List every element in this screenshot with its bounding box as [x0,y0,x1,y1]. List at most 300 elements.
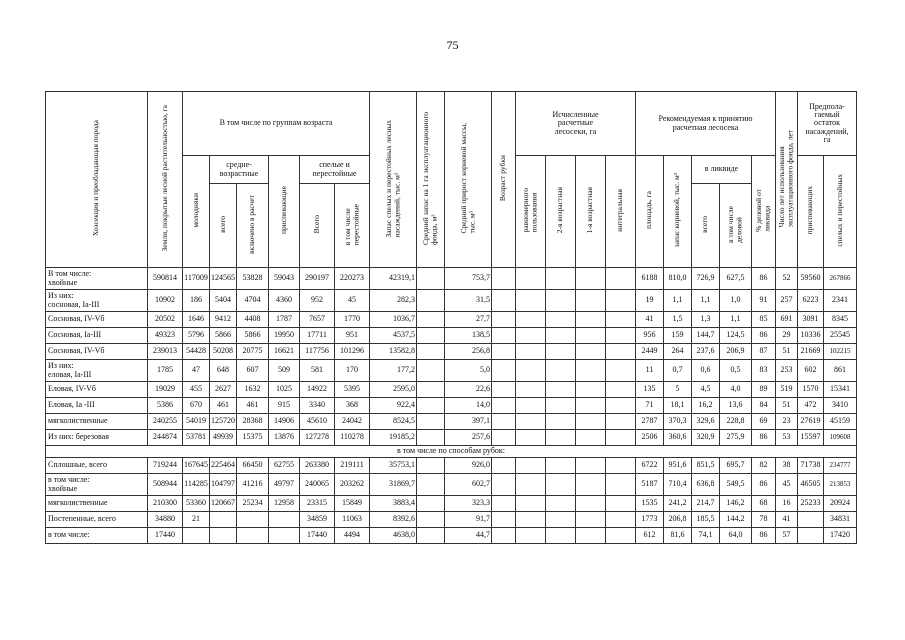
table-cell: 41 [776,512,798,528]
table-cell: 323,3 [445,496,492,512]
table-cell: 1,3 [692,312,720,328]
table-cell: 144,2 [720,512,752,528]
table-cell: 34831 [824,512,857,528]
table-cell [546,474,576,496]
table-cell: 45610 [300,414,335,430]
hdr-rec-liq-bus: в том числе деловой [720,184,752,268]
table-cell [606,290,636,312]
table-cell [576,328,606,344]
table-cell: 53781 [183,430,210,446]
table-cell: 15597 [798,430,824,446]
row-label: В том числе: хвойные [46,268,148,290]
table-cell: 3883,4 [370,496,417,512]
table-cell: 15375 [237,430,269,446]
table-cell: 8345 [824,312,857,328]
table-cell: 5,0 [445,360,492,382]
table-cell: 71 [636,398,664,414]
row-label: Сплошные, всего [46,458,148,474]
table-cell [606,414,636,430]
table-cell: 1770 [335,312,370,328]
table-cell: 6223 [798,290,824,312]
table-cell [492,360,516,382]
table-cell: 45 [776,474,798,496]
table-cell: 159 [664,328,692,344]
table-cell: 4,0 [720,382,752,398]
table-cell: 12958 [269,496,300,512]
table-cell: 144,7 [692,328,720,344]
table-cell: 695,7 [720,458,752,474]
table-cell [516,414,546,430]
table-cell: 102215 [824,344,857,360]
table-cell: 59043 [269,268,300,290]
table-cell: 86 [752,474,776,496]
table-cell [606,328,636,344]
table-cell [546,496,576,512]
table-row [46,414,857,430]
row-label: Сосновая, IV-Vб [46,312,148,328]
table-cell: 86 [752,268,776,290]
table-cell: 138,5 [445,328,492,344]
table-cell: 267866 [824,268,857,290]
table-cell: 59560 [798,268,824,290]
table-cell: 1570 [798,382,824,398]
table-cell: 220273 [335,268,370,290]
table-cell: 1,0 [720,290,752,312]
table-cell: 240255 [148,414,183,430]
table-cell [546,430,576,446]
hdr-remain-mat: приспевающих [798,156,824,268]
table-row [46,344,857,360]
table-cell: 257,6 [445,430,492,446]
table-cell: 19 [636,290,664,312]
table-cell [798,512,824,528]
hdr-remain-over: спелых и перестойных [824,156,857,268]
table-cell [546,512,576,528]
table-cell: 472 [798,398,824,414]
table-cell [606,344,636,360]
hdr-young: молодняки [183,156,210,268]
table-cell: 124,5 [720,328,752,344]
table-cell: 206,8 [664,512,692,528]
table-cell [546,312,576,328]
table-cell [417,268,445,290]
table-row [46,268,857,290]
table-body-cutting [46,458,857,544]
table-cell: 5866 [237,328,269,344]
row-label: в том числе: хвойные [46,474,148,496]
table-cell: 135 [636,382,664,398]
table-cell: 2787 [636,414,664,430]
table-cell: 206,9 [720,344,752,360]
table-cell [516,290,546,312]
table-cell [417,398,445,414]
table-cell: 636,8 [692,474,720,496]
table-cell: 21 [183,512,210,528]
table-cell [417,328,445,344]
table-cell [516,382,546,398]
table-cell: 46505 [798,474,824,496]
table-cell: 0,5 [720,360,752,382]
table-cell: 19029 [148,382,183,398]
table-cell: 24042 [335,414,370,430]
table-cell [417,496,445,512]
hdr-calc-int: интегральная [606,156,636,268]
hdr-land: Земли, покрытые лесной растительностью, га [148,92,183,268]
table-cell [798,528,824,544]
table-cell: 20775 [237,344,269,360]
table-cell: 23 [776,414,798,430]
table-cell: 68 [752,496,776,512]
table-cell: 34859 [300,512,335,528]
table-cell: 213853 [824,474,857,496]
table-cell: 244874 [148,430,183,446]
table-cell: 4494 [335,528,370,544]
table-cell [269,528,300,544]
table-cell: 282,3 [370,290,417,312]
table-cell: 461 [210,398,237,414]
table-cell: 21669 [798,344,824,360]
table-cell: 20502 [148,312,183,328]
table-cell: 5187 [636,474,664,496]
table-cell: 9412 [210,312,237,328]
table-cell: 810,0 [664,268,692,290]
table-cell [516,512,546,528]
table-cell: 264 [664,344,692,360]
table-row [46,528,857,544]
table-cell: 11 [636,360,664,382]
table-cell: 31,5 [445,290,492,312]
hdr-farm: Хозсекция и преобладающая порода [46,92,148,268]
table-cell: 519 [776,382,798,398]
table-cell [546,328,576,344]
table-cell: 167645 [183,458,210,474]
row-label: Сосновая, Ia-III [46,328,148,344]
table-cell: 455 [183,382,210,398]
table-cell: 54019 [183,414,210,430]
table-cell [417,360,445,382]
table-cell: 509 [269,360,300,382]
table-cell [576,382,606,398]
table-cell [576,398,606,414]
table-row [46,430,857,446]
row-label: мягколиственные [46,496,148,512]
row-label: Еловая, IV-Vб [46,382,148,398]
hdr-rec-area: площадь, га [636,156,664,268]
table-cell: 2595,0 [370,382,417,398]
table-row [46,398,857,414]
table-cell: 1,1 [720,312,752,328]
hdr-rec-liq-total: всего [692,184,720,268]
table-cell: 101296 [335,344,370,360]
table-cell: 45 [335,290,370,312]
table-cell [492,474,516,496]
table-cell [576,268,606,290]
table-cell: 926,0 [445,458,492,474]
table-cell: 22,6 [445,382,492,398]
table-cell: 17711 [300,328,335,344]
hdr-avg-growth: Средний прирост корневой массы, тыс. м³ [445,92,492,268]
table-cell: 257 [776,290,798,312]
table-cell: 5386 [148,398,183,414]
table-cell: 124565 [210,268,237,290]
table-cell: 1646 [183,312,210,328]
table-cell: 104797 [210,474,237,496]
table-cell [269,512,300,528]
table-cell: 86 [752,528,776,544]
table-cell [576,458,606,474]
table-cell: 1787 [269,312,300,328]
table-cell [516,312,546,328]
hdr-rec-pct: % деловой от ликвида [752,156,776,268]
table-cell: 28368 [237,414,269,430]
table-cell: 109608 [824,430,857,446]
table-cell [606,312,636,328]
section-label: в том числе по способам рубок: [46,446,857,458]
table-cell: 1773 [636,512,664,528]
table-cell: 19950 [269,328,300,344]
table-cell [546,458,576,474]
table-cell: 52 [776,268,798,290]
table-cell: 5866 [210,328,237,344]
table-cell: 35753,1 [370,458,417,474]
table-cell: 91,7 [445,512,492,528]
table-cell: 2627 [210,382,237,398]
table-cell: 38 [776,458,798,474]
table-cell: 4638,0 [370,528,417,544]
table-cell: 49939 [210,430,237,446]
table-cell: 14906 [269,414,300,430]
table-cell [417,458,445,474]
table-cell [417,290,445,312]
hdr-age-cut: Возраст рубки [492,92,516,268]
table-cell [516,360,546,382]
table-cell [516,268,546,290]
table-cell [546,528,576,544]
table-cell [576,290,606,312]
table-cell: 16621 [269,344,300,360]
table-cell: 69 [752,414,776,430]
table-cell: 14922 [300,382,335,398]
table-cell: 1535 [636,496,664,512]
table-cell: 210300 [148,496,183,512]
hdr-rec: Рекомендуемая к принятию расчетная лесосека [636,92,776,156]
table-cell: 719244 [148,458,183,474]
table-cell [417,312,445,328]
table-cell: 53 [776,430,798,446]
hdr-middle-incl: включено в расчет [237,184,269,268]
table-cell [417,528,445,544]
table-cell: 74,1 [692,528,720,544]
table-cell: 34880 [148,512,183,528]
table-cell: 612 [636,528,664,544]
table-cell: 5395 [335,382,370,398]
table-cell: 117009 [183,268,210,290]
table-cell: 952 [300,290,335,312]
table-cell: 110278 [335,430,370,446]
hdr-remain: Предпола- гаемый остаток насаждений, га [798,92,857,156]
table-cell: 27,7 [445,312,492,328]
table-cell: 6722 [636,458,664,474]
table-cell: 2506 [636,430,664,446]
hdr-calc: Исчисленные расчетные лесосеки, га [516,92,636,156]
table-cell [516,496,546,512]
table-cell: 11063 [335,512,370,528]
table-cell [576,512,606,528]
table-cell: 2449 [636,344,664,360]
table-cell [210,528,237,544]
table-cell [237,512,269,528]
table-cell: 78 [752,512,776,528]
table-cell: 53360 [183,496,210,512]
table-cell [492,268,516,290]
table-cell: 66450 [237,458,269,474]
table-cell [546,268,576,290]
table-cell [606,528,636,544]
row-label: Из них: сосновая, Ia-III [46,290,148,312]
hdr-calc-1: 1-я возрастная [576,156,606,268]
table-cell: 951,6 [664,458,692,474]
table-cell: 951 [335,328,370,344]
table-cell: 170 [335,360,370,382]
table-cell: 4408 [237,312,269,328]
table-cell: 86 [752,328,776,344]
page-number: 75 [446,38,459,52]
table-row [46,328,857,344]
table-cell: 275,9 [720,430,752,446]
hdr-avg-stock: Средний запас на 1 га эксплуатационного фонда, м³ [417,92,445,268]
table-cell [417,512,445,528]
row-label: мягколиственные [46,414,148,430]
table-cell: 1,1 [664,290,692,312]
table-cell [546,290,576,312]
table-cell: 726,9 [692,268,720,290]
table-cell: 57 [776,528,798,544]
hdr-mature: спелые и перестойные [300,156,370,184]
table-cell: 214,7 [692,496,720,512]
hdr-rec-liquid: в ликвиде [692,156,752,184]
table-row [46,496,857,512]
table-cell: 51 [776,398,798,414]
table-cell [492,290,516,312]
table-cell: 185,5 [692,512,720,528]
table-cell [576,360,606,382]
table-cell [516,328,546,344]
table-cell [516,528,546,544]
row-label: в том числе: [46,528,148,544]
table-cell: 219111 [335,458,370,474]
table-cell [606,512,636,528]
table-cell: 549,5 [720,474,752,496]
table-cell: 461 [237,398,269,414]
table-cell: 25233 [798,496,824,512]
table-cell: 360,6 [664,430,692,446]
table-cell: 861 [824,360,857,382]
table-cell [576,344,606,360]
table-cell: 45159 [824,414,857,430]
table-cell: 329,6 [692,414,720,430]
hdr-calc-even: равномерного пользования [516,156,546,268]
table-cell [210,512,237,528]
row-label: Из них: березовая [46,430,148,446]
table-cell [492,382,516,398]
table-cell: 256,8 [445,344,492,360]
table-cell: 13876 [269,430,300,446]
table-cell: 19185,2 [370,430,417,446]
table-cell: 44,7 [445,528,492,544]
table-cell: 25545 [824,328,857,344]
table-cell: 239013 [148,344,183,360]
table-cell [546,344,576,360]
table-cell: 370,3 [664,414,692,430]
row-label: Постепенные, всего [46,512,148,528]
table-cell: 3410 [824,398,857,414]
table-cell [606,360,636,382]
table-cell [606,398,636,414]
table-cell: 1036,7 [370,312,417,328]
table-cell [516,398,546,414]
table-cell: 15341 [824,382,857,398]
table-cell [606,458,636,474]
table-cell: 114285 [183,474,210,496]
table-row [46,458,857,474]
table-row [46,360,857,382]
hdr-stock: Запас спелых и перестойных лесных насаждений, тыс. м³ [370,92,417,268]
table-cell: 602,7 [445,474,492,496]
table-cell: 956 [636,328,664,344]
table-cell: 5 [664,382,692,398]
table-cell [606,268,636,290]
table-row [46,312,857,328]
table-cell [417,430,445,446]
table-cell: 84 [752,398,776,414]
hdr-mature-over: в том числе перестойные [335,184,370,268]
table-cell [492,344,516,360]
table-cell: 27619 [798,414,824,430]
hdr-rec-root: запас корневой, тыс. м³ [664,156,692,268]
table-cell: 17440 [300,528,335,544]
table-cell: 710,4 [664,474,692,496]
table-cell: 8524,5 [370,414,417,430]
table-cell: 368 [335,398,370,414]
hdr-mature-total: Всего [300,184,335,268]
table-cell [492,398,516,414]
table-cell [606,430,636,446]
table-cell [492,496,516,512]
table-cell: 10336 [798,328,824,344]
table-cell: 117756 [300,344,335,360]
table-cell: 54428 [183,344,210,360]
table-cell: 590814 [148,268,183,290]
table-cell [576,496,606,512]
table-cell: 41216 [237,474,269,496]
table-cell: 20924 [824,496,857,512]
table-cell: 253 [776,360,798,382]
table-cell: 125720 [210,414,237,430]
table-cell: 91 [752,290,776,312]
table-cell [237,528,269,544]
table-cell: 47 [183,360,210,382]
table-cell [516,474,546,496]
table-cell: 31869,7 [370,474,417,496]
table-cell: 2341 [824,290,857,312]
table-cell: 922,4 [370,398,417,414]
table-cell: 1,5 [664,312,692,328]
hdr-middle-total: всего [210,184,237,268]
table-cell [492,430,516,446]
table-cell: 64,0 [720,528,752,544]
table-cell [546,414,576,430]
table-cell: 1,1 [692,290,720,312]
